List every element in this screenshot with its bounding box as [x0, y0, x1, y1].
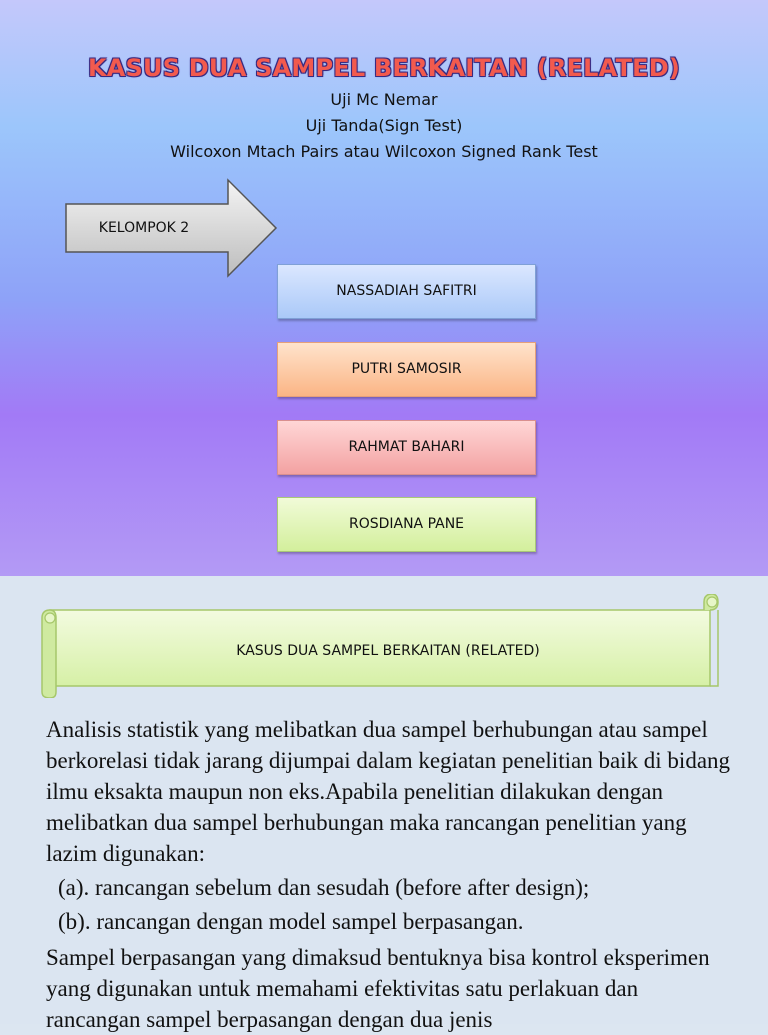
subtitle-2: Uji Tanda(Sign Test) — [305, 116, 463, 135]
paragraph-2: Sampel berpasangan yang dimaksud bentuknya bisa kontrol eksperimen yang digunakan untuk memahami efektivitas satu perlakuan dan rancangan sampel berpasangan dengan dua jenis — [46, 945, 710, 1032]
body-text — [46, 714, 736, 1035]
member-box-2: PUTRI SAMOSIR — [277, 342, 536, 397]
slide-title: KASUS DUA SAMPEL BERKAITAN (RELATED) — [87, 54, 681, 82]
member-box-1: NASSADIAH SAFITRI — [277, 264, 536, 319]
member-box-3: RAHMAT BAHARI — [277, 420, 536, 475]
paragraph-1: Analisis statistik yang melibatkan dua sampel berhubungan atau sampel berkorelasi tidak jarang dijumpai dalam kegiatan penelitian baik di bidang ilmu eksakta maupun non eks.Apabila penelitian dilakukan dengan melibatkan dua sampel berhubungan maka rancangan penelitian yang lazim digunakan: — [46, 717, 731, 866]
list-item-a: (a). rancangan sebelum dan sesudah (before after design); — [58, 875, 590, 900]
arrow-label: KELOMPOK 2 — [98, 220, 190, 236]
subtitle-3: Wilcoxon Mtach Pairs atau Wilcoxon Signed Rank Test — [170, 142, 598, 161]
subtitle-1: Uji Mc Nemar — [330, 90, 438, 109]
list-item-b: (b). rancangan dengan model sampel berpasangan. — [58, 909, 524, 934]
member-box-4: ROSDIANA PANE — [277, 497, 536, 552]
banner-title: KASUS DUA SAMPEL BERKAITAN (RELATED) — [236, 643, 540, 659]
